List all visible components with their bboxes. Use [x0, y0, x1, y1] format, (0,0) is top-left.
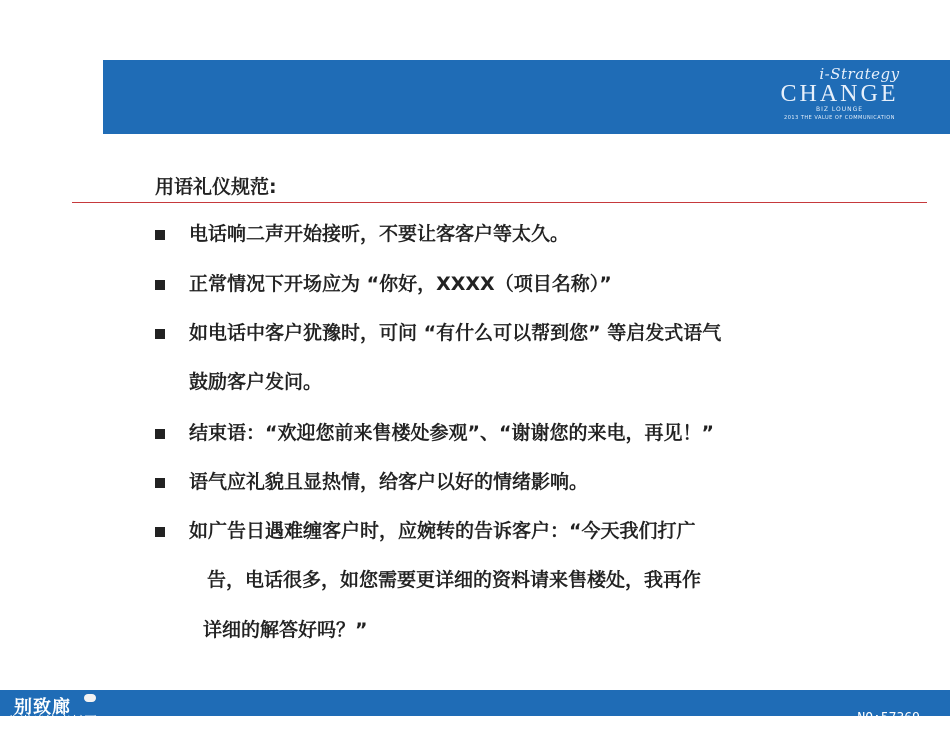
bullet-text: 如电话中客户犹豫时，可问 “有什么可以帮到您” 等启发式语气 — [189, 322, 722, 344]
logo-subtitle: BIZ LOUNGE — [815, 106, 864, 113]
bullet-square-icon — [155, 280, 165, 290]
bullet-text: 电话响二声开始接听，不要让客客户等太久。 — [189, 223, 570, 245]
bullet-square-icon — [155, 230, 165, 240]
logo-script-text: i-Strategy — [819, 65, 900, 83]
title-divider — [72, 202, 927, 203]
bullet-square-icon — [155, 329, 165, 339]
bullet-text: 结束语：“欢迎您前来售楼处参观”、“谢谢您的来电，再见！” — [189, 422, 714, 444]
bullet-continuation: 鼓励客户发问。 — [189, 371, 323, 393]
logo-main-text: CHANGE — [780, 81, 899, 107]
change-logo — [757, 66, 922, 128]
bullet-text: 正常情况下开场应为 “你好，XXXX（项目名称）” — [189, 273, 612, 295]
bullet-square-icon — [155, 478, 165, 488]
watermark-site-text: 典尚建筑素材网 JZ.JZSC.NET — [6, 715, 191, 730]
header-band — [103, 60, 950, 134]
footer-logo-badge-icon — [84, 694, 96, 702]
bullet-continuation: 告，电话很多，如您需要更详细的资料请来售楼处，我再作 — [207, 569, 702, 591]
bullet-square-icon — [155, 429, 165, 439]
footer-logo: 别致廊 — [14, 697, 71, 718]
bullet-text: 如广告日遇难缠客户时，应婉转的告诉客户：“今天我们打广 — [189, 520, 696, 542]
watermark-number-text: NO:57369 — [857, 711, 920, 726]
section-title: 用语礼仪规范: — [155, 176, 277, 198]
bullet-text: 语气应礼貌且显热情，给客户以好的情绪影响。 — [189, 471, 589, 493]
logo-tagline: 2013 THE VALUE OF COMMUNICATION — [784, 115, 895, 121]
bullet-square-icon — [155, 527, 165, 537]
bullet-continuation: 详细的解答好吗？” — [203, 619, 368, 641]
